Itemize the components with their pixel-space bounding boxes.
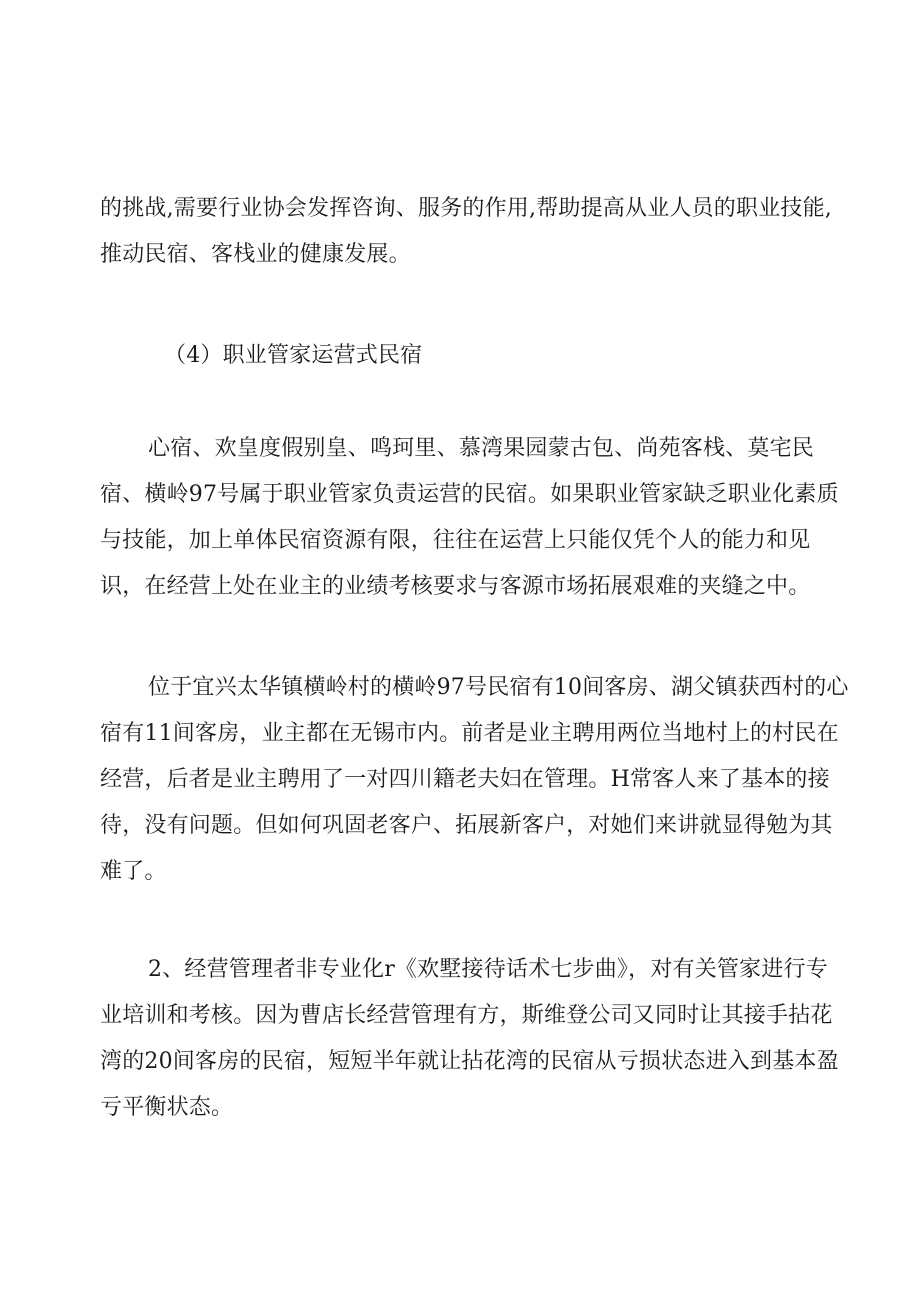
text-line: 宿、横岭97号属于职业管家负责运营的民宿。如果职业管家缺乏职业化素质 bbox=[100, 482, 839, 507]
text-line: 湾的20间客房的民宿，短短半年就让拈花湾的民宿从亏损状态进入到基本盈 bbox=[100, 1049, 839, 1074]
text-line: 业培训和考核。因为曹店长经营管理有方，斯维登公司又同时让其接手拈花 bbox=[100, 1003, 833, 1028]
paragraph-management-training bbox=[100, 947, 839, 1131]
section-heading bbox=[100, 333, 826, 379]
text-line: 经营，后者是业主聘用了一对四川籍老夫妇在管理。H常客人来了基本的接 bbox=[100, 767, 830, 792]
text-line: 心宿、欢皇度假别皇、鸣珂里、慕湾果园蒙古包、尚苑客栈、莫宅民 bbox=[148, 436, 815, 461]
text-line: 位于宜兴太华镇横岭村的横岭97号民宿有10间客房、湖父镇获西村的心 bbox=[148, 675, 849, 700]
text-line: 宿有11间客房，业主都在无锡市内。前者是业主聘用两位当地村上的村民在 bbox=[100, 721, 839, 746]
paragraph-continuation bbox=[100, 186, 832, 278]
paragraph-managed-homestays bbox=[100, 426, 839, 610]
heading-text: （4）职业管家运营式民宿 bbox=[164, 343, 423, 368]
text-line: 亏平衡状态。 bbox=[100, 1095, 234, 1120]
text-line: 识，在经营上处在业主的业绩考核要求与客源市场拓展艰难的夹缝之中。 bbox=[100, 574, 811, 599]
text-line: 与技能，加上单体民宿资源有限，往往在运营上只能仅凭个人的能力和见 bbox=[100, 528, 811, 553]
text-line: 推动民宿、客栈业的健康发展。 bbox=[100, 242, 411, 267]
text-line: 2、经营管理者非专业化r《欢墅接待话术七步曲》，对有关管家进行专 bbox=[148, 957, 828, 982]
text-line: 难了。 bbox=[100, 859, 167, 884]
text-line: 的挑战,需要行业协会发挥咨询、服务的作用,帮助提高从业人员的职业技能, bbox=[100, 196, 832, 221]
paragraph-hengling-example bbox=[100, 665, 849, 895]
text-line: 待，没有问题。但如何巩固老客户、拓展新客户，对她们来讲就显得勉为其 bbox=[100, 813, 833, 838]
